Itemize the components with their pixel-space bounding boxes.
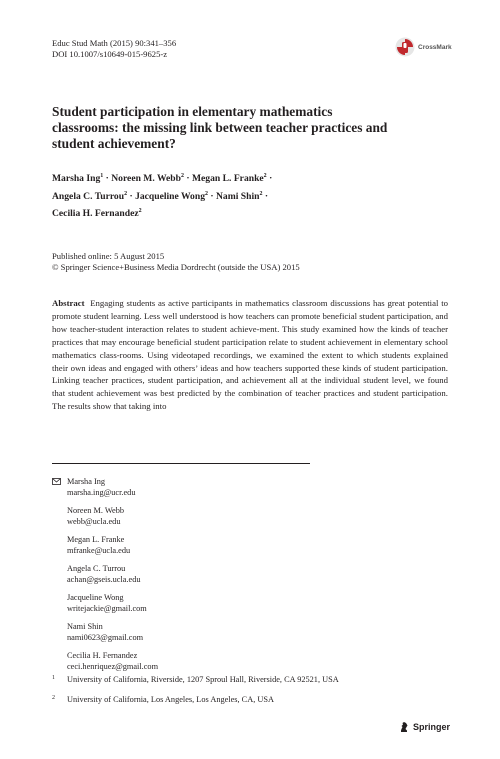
contact-item — [52, 563, 382, 585]
author-separator: · — [266, 173, 273, 185]
envelope-icon — [52, 478, 61, 485]
contact-item — [52, 650, 382, 672]
abstract-heading: Abstract — [52, 298, 85, 308]
author-separator: · — [208, 190, 216, 202]
author-affiliation-mark: 2 — [205, 190, 208, 197]
author-separator: · — [127, 190, 136, 202]
affiliation-item — [52, 674, 442, 685]
contact-name: Jacqueline Wong — [67, 593, 124, 602]
contact-item — [52, 505, 382, 527]
crossmark-icon — [395, 37, 415, 57]
contact-email[interactable]: writejackie@gmail.com — [67, 604, 147, 613]
author-affiliation-mark: 1 — [100, 173, 104, 179]
contact-list — [52, 476, 382, 679]
author-name: Marsha Ing — [52, 173, 101, 185]
affiliation-item — [52, 694, 442, 705]
author-name: Cecilia H. Fernandez — [52, 208, 139, 220]
journal-citation: Educ Stud Math (2015) 90:341–356 — [52, 38, 177, 48]
doi[interactable]: DOI 10.1007/s10649-015-9625-z — [52, 49, 168, 59]
springer-logo — [398, 721, 450, 733]
author-name: Noreen M. Webb — [111, 173, 181, 185]
crossmark-badge[interactable] — [395, 36, 465, 58]
author-name: Angela C. Turrou — [52, 190, 125, 202]
publisher-name: Springer — [413, 722, 451, 732]
author-separator: · — [262, 190, 269, 202]
springer-knight-icon — [398, 721, 410, 733]
published-date: Published online: 5 August 2015 — [52, 251, 165, 261]
contact-item — [52, 476, 382, 498]
article-title: Student participation in elementary mathematics classrooms: the missing link between teacher practices and student achievement? — [52, 104, 388, 151]
author-list — [52, 169, 382, 222]
abstract-text: Engaging students as active participants in mathematics classroom discussions has great potential to promote student learning. Less well understood is how teachers can promote beneficial student participation, and how teacher-student interaction relates to student achieve-ment. This study examined how the kinds of teacher practices that may encourage beneficial student participation relate to student achievement in elementary school mathematics class-rooms. Using videotaped recordings, we examined the extent to which students explained their own ideas and engaged with others’ ideas and how teachers supported these kinds of student participation. Linking teacher practices, student participation, and achievement all at the individual student level, we found that student achievement was best predicted by the combination of teacher practices and student participation. The results show that taking into — [52, 298, 449, 412]
publication-info — [52, 251, 300, 273]
affiliation-number: 1 — [52, 675, 55, 681]
author-affiliation-mark: 2 — [263, 173, 267, 179]
author-separator: · — [103, 173, 112, 185]
author-name: Jacqueline Wong — [135, 190, 205, 202]
contact-email[interactable]: mfranke@ucla.edu — [67, 546, 131, 555]
contact-item — [52, 592, 382, 614]
author-affiliation-mark: 2 — [124, 190, 128, 197]
copyright-line: © Springer Science+Business Media Dordrecht (outside the USA) 2015 — [52, 262, 300, 272]
footnote-rule — [52, 463, 310, 464]
author-name: Megan L. Franke — [191, 173, 264, 185]
contact-email[interactable]: achan@gseis.ucla.edu — [67, 575, 141, 584]
author-name: Nami Shin — [216, 190, 260, 202]
contact-name: Angela C. Turrou — [67, 564, 126, 573]
journal-header — [52, 38, 176, 60]
contact-name: Cecilia H. Fernandez — [67, 651, 138, 660]
affiliation-number: 2 — [52, 695, 55, 701]
contact-email[interactable]: ceci.henriquez@gmail.com — [67, 662, 159, 671]
author-affiliation-mark: 2 — [180, 173, 184, 179]
affiliation-list — [52, 674, 442, 714]
contact-email[interactable]: marsha.ing@ucr.edu — [67, 488, 136, 497]
author-affiliation-mark: 2 — [259, 190, 263, 197]
contact-name: Marsha Ing — [67, 477, 106, 486]
contact-email[interactable]: webb@ucla.edu — [67, 517, 121, 526]
affiliation-text: University of California, Riverside, 1207 Sproul Hall, Riverside, CA 92521, USA — [67, 675, 339, 684]
contact-name: Nami Shin — [67, 622, 103, 631]
author-separator: · — [183, 173, 192, 185]
affiliation-text: University of California, Los Angeles, Los Angeles, CA, USA — [67, 695, 274, 704]
abstract — [52, 297, 448, 413]
contact-name: Megan L. Franke — [67, 535, 125, 544]
crossmark-label: CrossMark — [418, 43, 452, 51]
contact-name: Noreen M. Webb — [67, 506, 125, 515]
contact-item — [52, 621, 382, 643]
contact-email[interactable]: nami0623@gmail.com — [67, 633, 144, 642]
contact-item — [52, 534, 382, 556]
author-affiliation-mark: 2 — [138, 208, 142, 215]
